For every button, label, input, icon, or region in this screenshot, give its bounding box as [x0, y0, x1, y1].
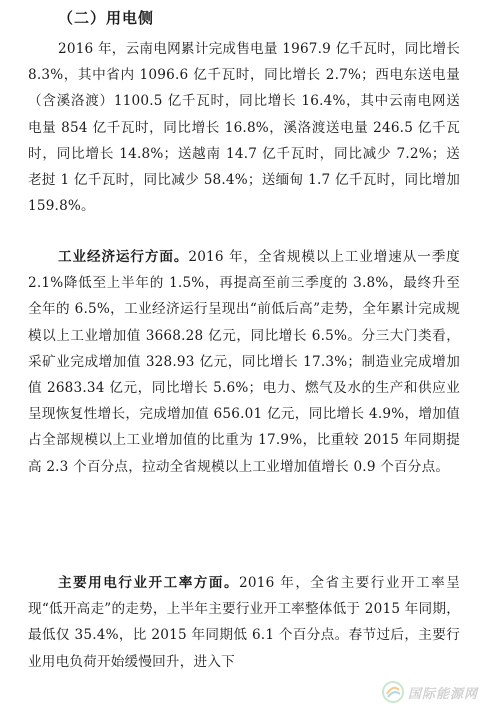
watermark: [381, 680, 478, 704]
paragraph-lead: 主要用电行业开工率方面。: [58, 575, 240, 591]
paragraph-text: 2016 年，全省规模以上工业增速从一季度 2.1%降低至上半年的 1.5%，再提高至前三季度的 3.8%，最终升至全年的 6.5%，工业经济运行呈现出“前低后高”走势，全年累计完成规模以上工业增加值 3668.28 亿元，同比增长 6.5%。分三大门类看，采矿业完成增加值 328.93 亿元，同比增长 17.3%；制造业完成增加值 2683.34 亿元，同比增长 5.6%；电力、燃气及水的生产和供应业呈现恢复性增长，完成增加值 656.01 亿元，同比增长 4.9%，增加值占全部规模以上工业增加值的比重为 17.9%，比重较 2015 年同期提高 2.3 个百分点，拉动全省规模以上工业增加值增长 0.9 个百分点。: [28, 249, 460, 475]
paragraph-text: 2016 年，云南电网累计完成售电量 1967.9 亿千瓦时，同比增长 8.3%，其中省内 1096.6 亿千瓦时，同比增长 2.7%；西电东送电量（含溪洛渡）1100.5 亿千瓦时，同比增长 16.4%，其中云南电网送电量 854 亿千瓦时，同比增长 16.8%，溪洛渡送电量 246.5 亿千瓦时，同比增长 14.8%；送越南 14.7 亿千瓦时，同比减少 7.2%；送老挝 1 亿千瓦时，同比减少 58.4%；送缅甸 1.7 亿千瓦时，同比增加 159.8%。: [28, 41, 460, 215]
paragraph-text: 2016 年，全省主要行业开工率呈现“低开高走”的走势，上半年主要行业开工率整体低于 2015 年同期，最低仅 35.4%，比 2015 年同期低 6.1 个百分点。春节过后，主要行业用电负荷开始缓慢回升，进入下: [28, 575, 460, 670]
paragraph-industrial-economy: [28, 244, 460, 480]
paragraph-operating-rate: [28, 570, 460, 675]
section-heading: （二）用电侧: [58, 9, 155, 27]
paragraph-electricity-sales: [28, 36, 460, 219]
watermark-text: 国际能源网: [407, 686, 478, 702]
energy-logo-icon: [381, 680, 405, 704]
paragraph-lead: 工业经济运行方面。: [58, 249, 189, 265]
